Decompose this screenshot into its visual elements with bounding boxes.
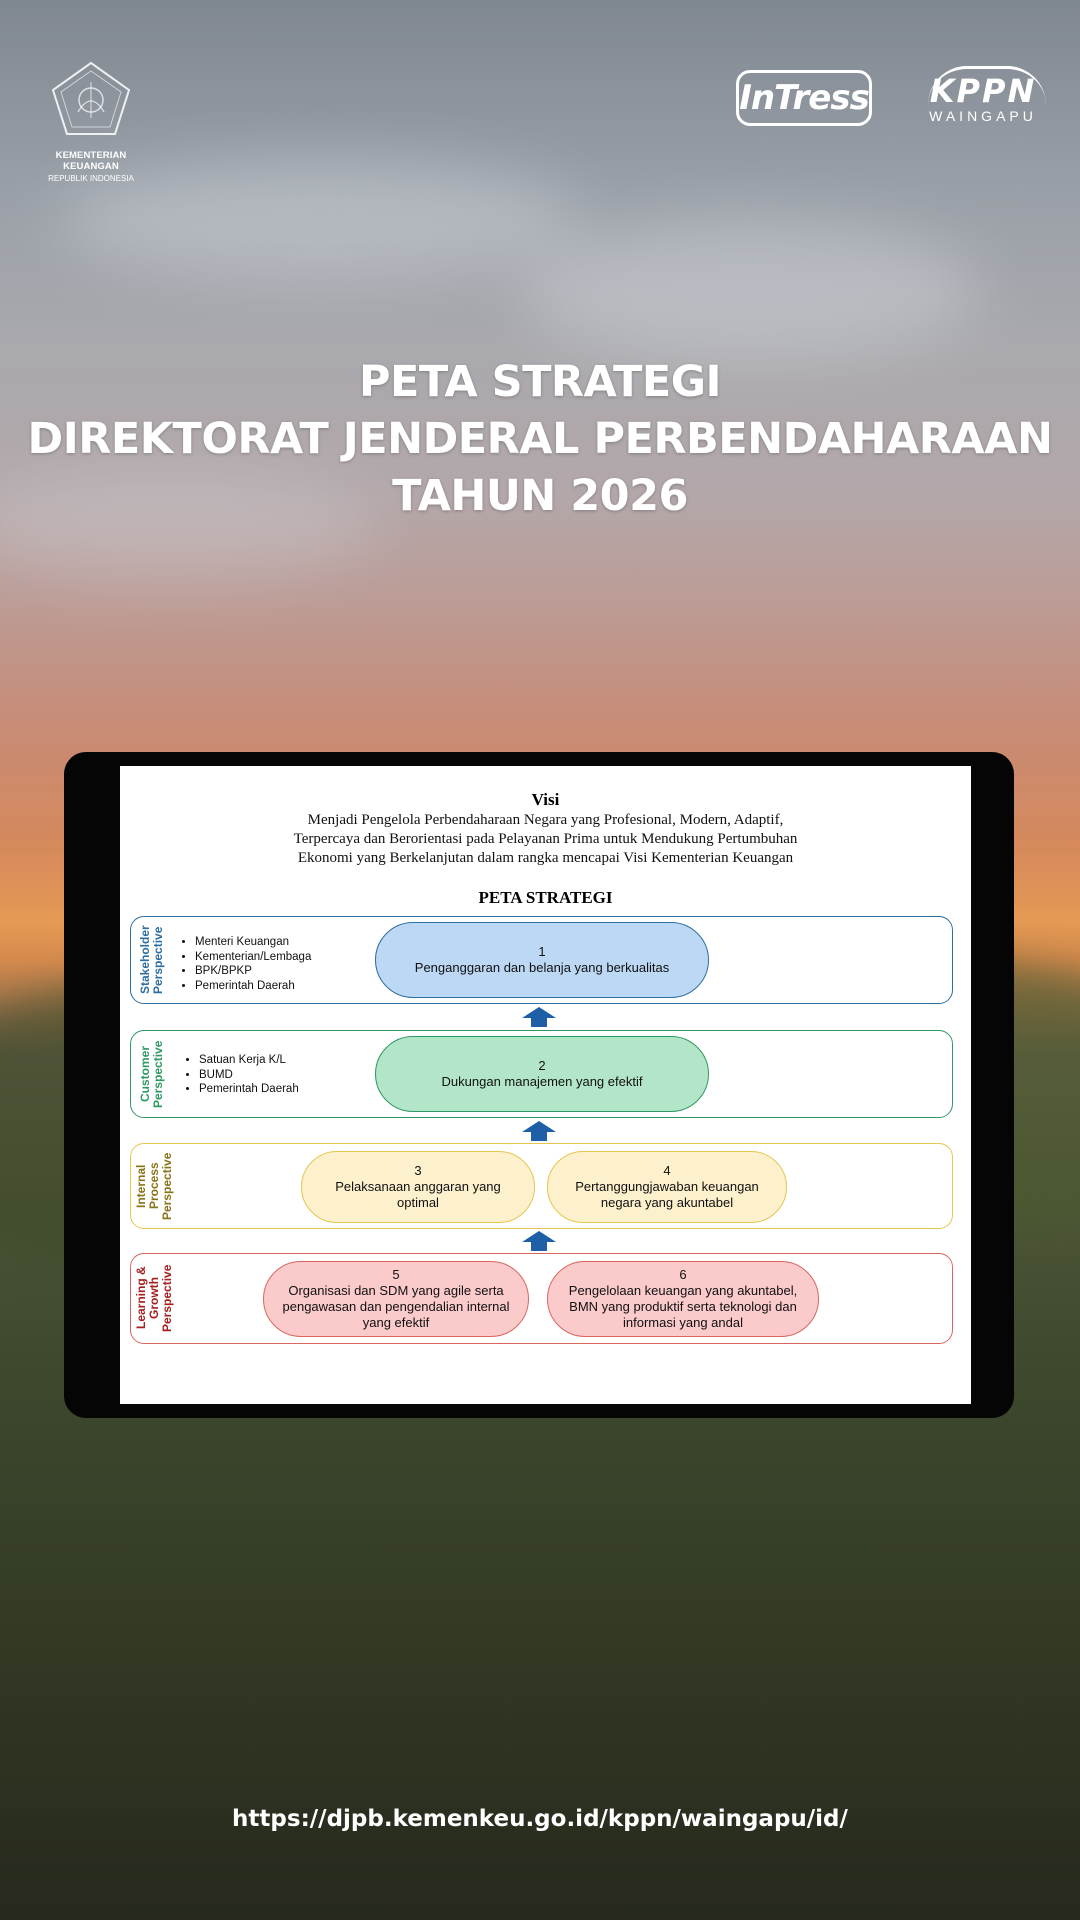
- internal-label-line-1: Internal: [134, 1164, 148, 1208]
- title-line-3: TAHUN 2026: [392, 471, 688, 521]
- internal-label-line-2: Process: [147, 1162, 161, 1210]
- customer-list: [179, 1053, 299, 1097]
- goal-2-number: 2: [538, 1058, 546, 1073]
- kppn-logo-name: KPPN: [929, 72, 1037, 110]
- kemenkeu-emblem-icon: [50, 60, 132, 138]
- goal-5-number: 5: [392, 1267, 400, 1282]
- list-item: • Pemerintah Daerah: [195, 979, 311, 994]
- list-item: • Satuan Kerja K/L: [199, 1053, 299, 1068]
- visi-title: Visi: [531, 790, 560, 809]
- learning-growth-band: [130, 1253, 953, 1344]
- page-title: [0, 354, 1080, 525]
- cloud: [520, 220, 980, 360]
- stakeholder-list: [175, 935, 311, 993]
- up-arrow-icon: [522, 1007, 556, 1027]
- goal-6: [547, 1261, 819, 1337]
- list-item: • BUMD: [199, 1068, 299, 1083]
- visi-text: [210, 811, 881, 868]
- customer-band: [130, 1030, 953, 1118]
- goal-2: [375, 1036, 709, 1112]
- list-item: • Menteri Keuangan: [195, 935, 311, 950]
- visi-line-3: Ekonomi yang Berkelanjutan dalam rangka mencapai Visi Kementerian Keuangan: [297, 850, 794, 866]
- title-line-2: DIREKTORAT JENDERAL PERBENDAHARAAN: [27, 414, 1053, 464]
- goal-3: [301, 1151, 535, 1223]
- goal-4-number: 4: [663, 1163, 671, 1178]
- learning-growth-label: [135, 1260, 177, 1336]
- goal-5-text: Organisasi dan SDM yang agile serta pengawasan dan pengendalian internal yang efektif: [282, 1283, 510, 1330]
- goal-6-text: Pengelolaan keuangan yang akuntabel, BMN yang produktif serta teknologi dan informasi yang andal: [568, 1283, 798, 1330]
- goal-1-number: 1: [538, 944, 546, 959]
- goal-6-number: 6: [679, 1267, 687, 1282]
- up-arrow-icon: [522, 1121, 556, 1141]
- intress-logo: InTress: [736, 70, 872, 126]
- internal-label-line-3: Perspective: [160, 1152, 174, 1220]
- title-line-1: PETA STRATEGI: [359, 357, 721, 407]
- stakeholder-label: Stakeholder Perspective: [138, 925, 165, 995]
- learning-label-line-2: Growth: [147, 1277, 161, 1319]
- goal-3-text: Pelaksanaan anggaran yang optimal: [335, 1179, 501, 1210]
- goal-4-text: Pertanggungjawaban keuangan negara yang akuntabel: [575, 1179, 759, 1210]
- goal-3-number: 3: [414, 1163, 422, 1178]
- goal-5: [263, 1261, 529, 1337]
- visi-line-2: Terpercaya dan Berorientasi pada Pelayanan Prima untuk Mendukung Pertumbuhan: [293, 831, 798, 847]
- list-item: • BPK/BPKP: [195, 964, 311, 979]
- ministry-name: KEMENTERIAN KEUANGAN: [55, 150, 127, 172]
- kppn-logo: [908, 72, 1058, 124]
- visi-line-1: Menjadi Pengelola Perbendaharaan Negara yang Profesional, Modern, Adaptif,: [307, 812, 784, 828]
- list-item: • Pemerintah Daerah: [199, 1082, 299, 1097]
- learning-label-line-1: Learning &: [134, 1266, 148, 1330]
- website-url[interactable]: https://djpb.kemenkeu.go.id/kppn/waingapu/id/: [232, 1806, 848, 1832]
- kppn-logo-arc: [928, 66, 1046, 105]
- kppn-logo-sub: WAINGAPU: [929, 108, 1037, 124]
- goal-2-text: Dukungan manajemen yang efektif: [441, 1074, 643, 1089]
- strategy-map-document: [120, 766, 971, 1404]
- map-title: PETA STRATEGI: [478, 888, 613, 907]
- customer-label: Customer Perspective: [138, 1040, 165, 1108]
- internal-process-band: [130, 1143, 953, 1229]
- goal-1-text: Penganggaran dan belanja yang berkualitas: [414, 960, 670, 975]
- list-item: • Kementerian/Lembaga: [195, 950, 311, 965]
- goal-1: [375, 922, 709, 998]
- kemenkeu-logo: [32, 60, 150, 183]
- learning-label-line-3: Perspective: [160, 1264, 174, 1332]
- ministry-country: REPUBLIK INDONESIA: [48, 174, 134, 183]
- internal-process-label: [135, 1150, 177, 1222]
- goal-4: [547, 1151, 787, 1223]
- up-arrow-icon: [522, 1231, 556, 1251]
- stakeholder-band: [130, 916, 953, 1004]
